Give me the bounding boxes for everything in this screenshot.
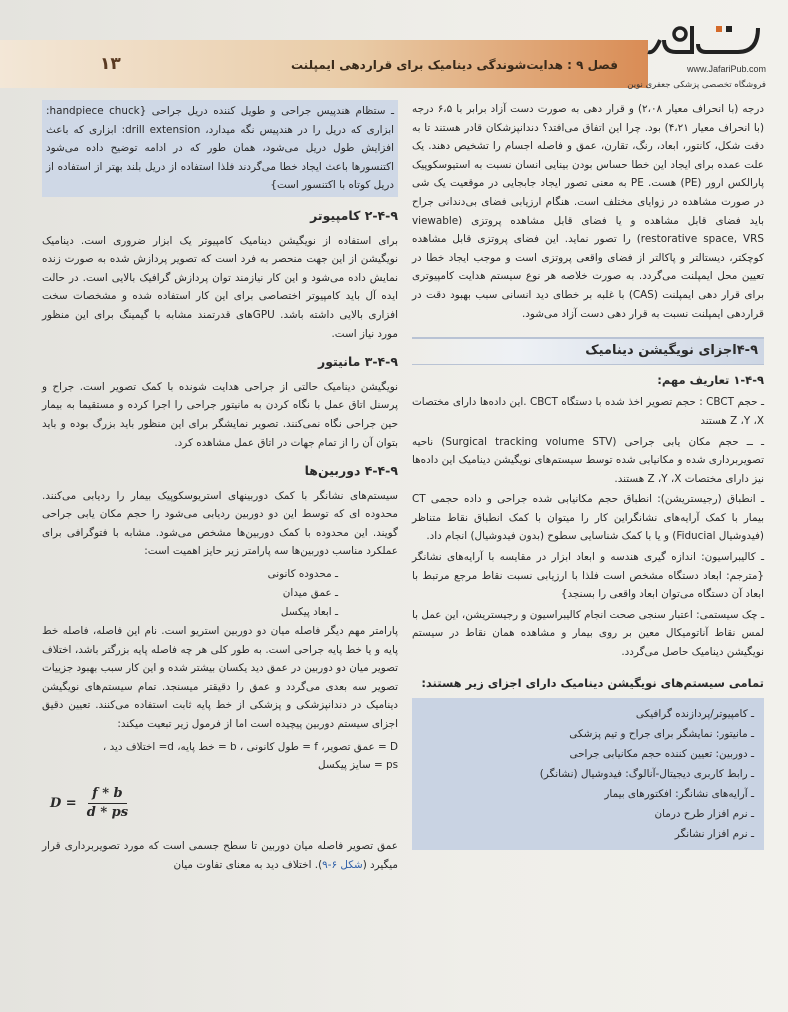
formula-fraction <box>83 785 132 823</box>
formula-lhs: D = <box>50 795 77 811</box>
closing-text-a: عمق تصویر فاصله میان دوربین تا سطح جسمی است که مورد تصویربرداری قرار میگیرد ( <box>42 840 398 871</box>
component-item: ـ نرم افزار نشانگر <box>674 828 754 841</box>
formula-vars-2: ps = سایز پیکسل <box>317 759 398 772</box>
component-item: ـ رابط کاربری دیجیتال-آنالوگ: فیدوشیال (نشانگر) <box>539 768 754 781</box>
section-computer-text: برای استفاده از نویگیشن دینامیک کامپیوتر یک ابزار ضروری است. دینامیک نویگیشن از این جهت منحصر به فرد است که تصویر پردازش شده به صورت زنده نمایش داده می‌شود و این کار نیازمند توان پردازش گرافیک بالایی است. در حالت ایده آل باید کامپیوتر اختصاصی برای این کار استفاده شده و مشخصات سخت افزاری بالایی داشته باشد. GPUهای قدرتمند مشابه با گیمینگ برای این منظور مورد نیاز است. <box>42 234 399 340</box>
camera-param-item: ـ عمق میدان <box>282 587 338 600</box>
closing-text <box>42 837 398 874</box>
camera-param-item: ـ ابعاد پیکسل <box>280 606 338 619</box>
definition-item: ـ انطباق (رجیستریشن): انطباق حجم مکانیابی شده جراحی و داده حجمی CT بیمار با کمک آرایه‌های نشانگراین کار را میتوان با کمک انطباق نقاط متناظر (فیدوشیال Fiducial) و یا با کمک شناسایی سطوح (بدون فیدوشیال) انجام داد. <box>412 493 764 543</box>
camera-params-list <box>42 565 398 622</box>
component-item: ـ دوربین: تعیین کننده حجم مکانیابی جراحی <box>569 748 754 761</box>
components-box <box>412 698 764 850</box>
subsection-heading: ۱-۴-۹ تعاریف مهم: <box>657 372 764 387</box>
section-monitor-text: نویگیشن دینامیک حالتی از جراحی هدایت شونده با کمک تصویر است. جراح و پرسنل اتاق عمل با نگاه کردن به مانیتور جراحی را اجرا کرده و مستقیما به بیمار حین جراحی نگاه نمی‌کنند. تصویر نمایشگر برای این منظور باید بزرگ بوده و باید بتوان آن را از تمام جهات در اتاق عمل مشاهده کرد. <box>42 380 398 449</box>
section-camera-text: سیستم‌های نشانگر با کمک دوربینهای استریوسکوپیک بیمار را ردیابی می‌کنند. محدوده ای که توسط این دو دوربین ردیابی می‌شود را حجم مکان یابی جراحی گویند. این محدوده با کمک دوربین‌ها مشخص می‌شود. مشابه با فتوگرافی برای عملکرد مناسب دوربین‌ها سه پارامتر زیر حایز اهمیت است: <box>42 489 398 558</box>
definition-item: ـ حجم CBCT : حجم تصویر اخذ شده با دستگاه CBCT .این داده‌ها دارای مختصات Z ،Y ،X هستند <box>412 396 764 427</box>
chapter-title: فصل ۹ : هدایت‌شوندگی دینامیک برای قراردهی ایمپلنت <box>290 58 618 72</box>
formula-vars-1: D = عمق تصویر، f = طول کانونی ، b = خط پایه، d= اختلاف دید ، <box>102 740 398 753</box>
section-computer-heading: ۲-۴-۹ کامپیوتر <box>310 207 398 223</box>
page-number: ۱۳ <box>100 54 121 74</box>
definition-item: ـ کالیبراسیون: اندازه گیری هندسه و ابعاد ابزار در مقایسه با آرایه‌های نشانگر {مترجم: ابعاد دستگاه مشخص است فلذا با ارزیابی نسبت نقاط مرجع مرتبط با ابعاد آن دستگاه می‌توان ابعاد واقعی را بسنجد} <box>412 551 764 601</box>
publisher-url: www.JafariPub.com <box>686 64 766 74</box>
formula-numerator: f * b <box>88 785 127 805</box>
section-monitor-heading: ۳-۴-۹ مانیتور <box>318 354 398 370</box>
component-item: ـ مانیتور: نمایشگر برای جراح و تیم پزشکی <box>569 728 754 741</box>
right-column <box>412 100 764 850</box>
definition-item: ـ چک سیستمی: اعتبار سنجی صحت انجام کالیبراسیون و رجیستریشن، این عمل با لمس نقاط آناتومیکال معین بر روی بیمار و مشاهده همان نقاط در سیستم نویگیشن دینامیک حاصل می‌گردد. <box>412 608 764 659</box>
left-column <box>42 100 398 878</box>
closing-text-b: ). اختلاف دید به معنای تفاوت میان <box>173 858 323 871</box>
component-item: ـ کامپیوتر/پردازنده گرافیکی <box>635 708 754 721</box>
note-box: ـ ستظام هندپیس جراحی و طویل کننده دریل جراحی {handpiece chuck: ابزاری که دریل را در هندپیس نگه میدارد، drill extension: ابزاری که باعث افزایش طول دریل می‌شود، همان طور که در ادامه توضیح داده می‌شود اکتنسورها باعث ایجاد خطا می‌گردند فلذا استفاده از دریل بلند بهتر از استفاده از دریل کوتاه با اکتنسور است} <box>42 100 398 197</box>
definition-item: ـ ــ حجم مکان یابی جراحی (Surgical tracking volume STV) ناحیه تصویربرداری شده و مکانیابی شده توسط سیستم‌های نویگیشن دینامیک این داده‌ها نیز دارای مختصات Z ،Y ،X هستند. <box>412 435 765 485</box>
figure-reference-link[interactable]: شکل ۶-۹ <box>322 858 363 871</box>
component-item: ـ نرم افزار طرح درمان <box>654 808 754 821</box>
intro-paragraph: درجه (با انحراف معیار ۲،۰۸) و قرار دهی به صورت دست آزاد برابر با ۶،۵ درجه (با انحراف معیار ۴،۲۱) بود. چرا این اتفاق می‌افتد؟ دندانپزشکان قادر هستند تا به دقت شکل، کانتور، ابعاد، رنگ، تقارن، عمق و فاصله اجسام را تشخیص دهند. یک علت عمده برای ایجاد این خطا حساس بودن بینایی انسان نسبت به استیوسکوپیک پارالکس ارور (PE) هست. PE به معنی تصور ایجاد جابجایی در موقعیت یک شی در صورت مشاهده در زوایای مختلف است. هنگام ارزیابی فضای بی‌دندانی جراح باید فضای قابل مشاهده و یا فضای قابل مشاهده پروتزی (viewable restorative space, VRS) را تصور نماید. این فضای پروتزی قابل مشاهده کوچکتر، دیستالتر و پاکالتر از فضای واقعی پروتزی است و موجب ایجاد خطا در تعیین محل ایمپلنت می‌گردد. به صورت خلاصه هر نوع سیستم هدایت کامپیوتری برای قرار دهی ایمپلنت (CAS) با غلبه بر خطای دید انسانی سبب بهبود دقت در قراردهی ایمپلنت نسبت به قرار دهی دست آزاد می‌شود. <box>412 103 764 320</box>
baseline-text: پارامتر مهم دیگر فاصله میان دو دوربین استریو است. نام این فاصله، فاصله خط پایه و یا خط پایه جراحی است. به طور کلی هر چه فاصله پایه بزرگتر باشد، اختلاف تصویر میان دو دوربین در عمق دید یکسان بیشتر شده و این کار سبب بهبود جزییات تصویر سه بعدی می‌گردد و عمق را دقیقتر میسنجد. تمام سیستم‌های نویگیشن دینامیک در دندانپزشکی و پزشکی از خط پایه ثابت استفاده می‌کنند. تعیین دقیق اجزای سیستم دوربین پیچیده است اما از فرمول زیر تبعیت میکند: <box>42 625 398 731</box>
section-heading: ۴-۹اجزای نویگیشن دینامیک <box>412 337 764 365</box>
publisher-subtitle: فروشگاه تخصصی پزشکی جعفری نوین <box>627 80 766 90</box>
components-intro: تمامی سیستم‌های نویگیشن دینامیک دارای اجزای زیر هستند: <box>421 675 764 690</box>
section-camera-heading: ۴-۴-۹ دوربین‌ها <box>304 463 398 479</box>
camera-param-item: ـ محدوده کانونی <box>267 568 338 581</box>
component-item: ـ آرایه‌های نشانگر: افکتورهای بیمار <box>604 788 754 801</box>
depth-formula <box>50 785 398 823</box>
formula-denominator: d * ps <box>86 805 129 821</box>
